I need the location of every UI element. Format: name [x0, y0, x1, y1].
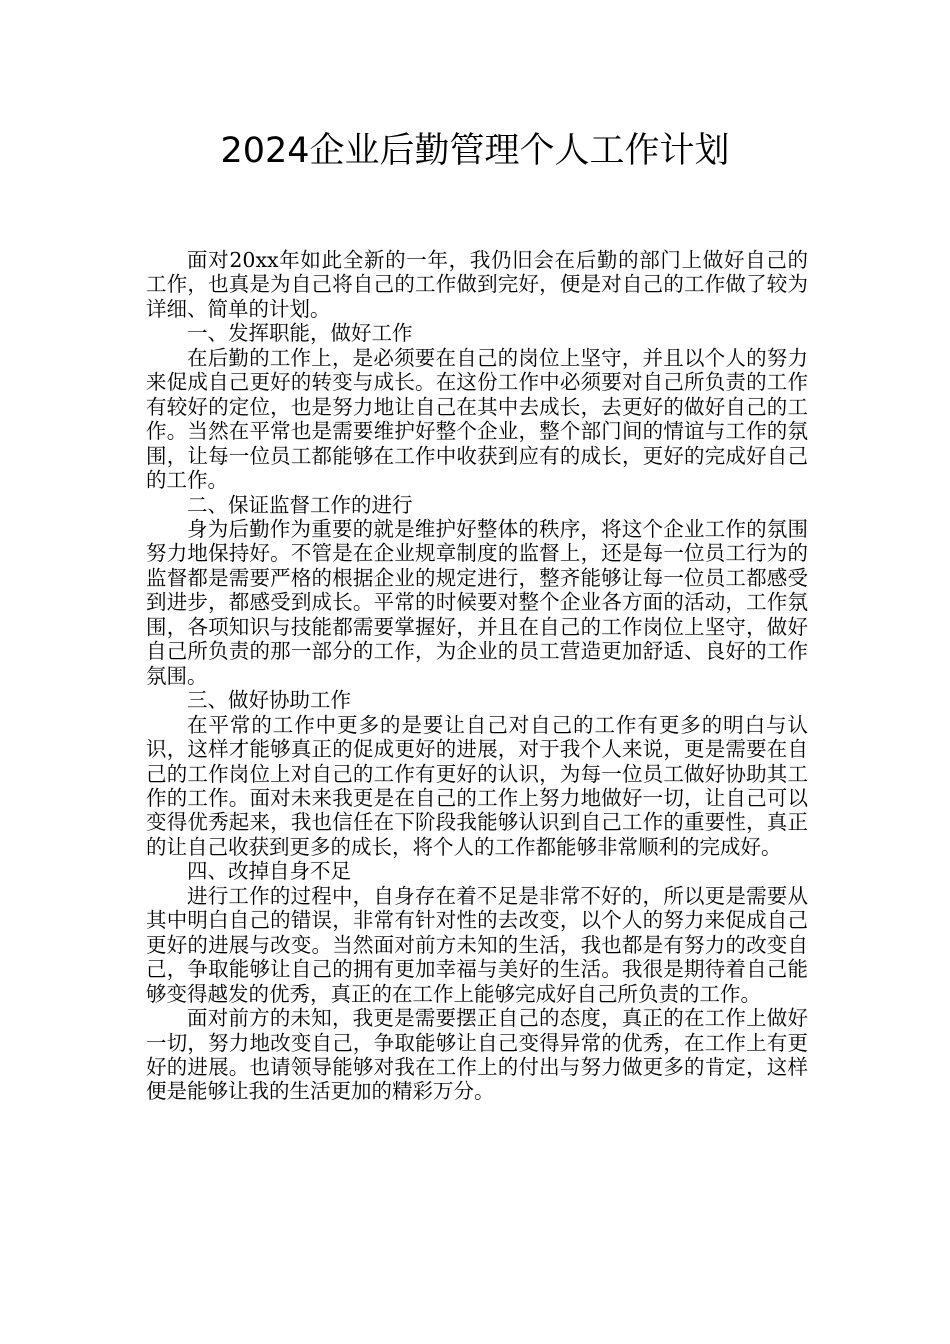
section-paragraph-1: 在后勤的工作上，是必须要在自己的岗位上坚守，并且以个人的努力来促成自己更好的转变与成长。在这份工作中必须要对自己所负责的工作有较好的定位，也是努力地让自己在其中去成长，去更好的做好自己的工作。当然在平常也是需要维护好整个企业，整个部门间的情谊与工作的氛围，让每一位员工都能够在工作中收获到应有的成长，更好的完成好自己的工作。: [146, 345, 808, 493]
document-title: 2024企业后勤管理个人工作计划: [220, 131, 730, 171]
section-heading-2: 二、保证监督工作的进行: [187, 492, 413, 517]
document-body: [146, 248, 808, 1104]
section-paragraph-4: 进行工作的过程中，自身存在着不足是非常不好的，所以更是需要从其中明白自己的错误，非常有针对性的去改变，以个人的努力来促成自己更好的进展与改变。当然面对前方未知的生活，我也都是有努力的改变自己，争取能够让自己的拥有更加幸福与美好的生活。我很是期待着自己能够变得越发的优秀，真正的在工作上能够完成好自己所负责的工作。: [146, 883, 808, 1006]
section-heading-1: 一、发挥职能，做好工作: [187, 321, 413, 346]
intro-paragraph: 面对20xx年如此全新的一年，我仍旧会在后勤的部门上做好自己的工作，也真是为自己将自己的工作做到完好，便是对自己的工作做了较为详细、简单的计划。: [146, 248, 808, 321]
section-paragraph-3: 在平常的工作中更多的是要让自己对自己的工作有更多的明白与认识，这样才能够真正的促成更好的进展，对于我个人来说，更是需要在自己的工作岗位上对自己的工作有更好的认识，为每一位员工做好协助其工作的工作。面对未来我更是在自己的工作上努力地做好一切，让自己可以变得优秀起来，我也信任在下阶段我能够认识到自己工作的重要性，真正的让自己收获到更多的成长，将个人的工作都能够非常顺利的完成好。: [146, 712, 808, 859]
section-heading-3: 三、做好协助工作: [187, 688, 351, 713]
closing-paragraph: 面对前方的未知，我更是需要摆正自己的态度，真正的在工作上做好一切，努力地改变自己，争取能够让自己变得异常的优秀，在工作上有更好的进展。也请领导能够对我在工作上的付出与努力做更多的肯定，这样便是能够让我的生活更加的精彩万分。: [146, 1006, 808, 1104]
section-paragraph-2: 身为后勤作为重要的就是维护好整体的秩序，将这个企业工作的氛围努力地保持好。不管是在企业规章制度的监督上，还是每一位员工行为的监督都是需要严格的根据企业的规定进行，整齐能够让每一位员工都感受到进步，都感受到成长。平常的时候要对整个企业各方面的活动，工作氛围，各项知识与技能都需要掌握好，并且在自己的工作岗位上坚守，做好自己所负责的那一部分的工作，为企业的员工营造更加舒适、良好的工作氛围。: [146, 516, 808, 688]
section-heading-4: 四、改掉自身不足: [187, 859, 351, 884]
